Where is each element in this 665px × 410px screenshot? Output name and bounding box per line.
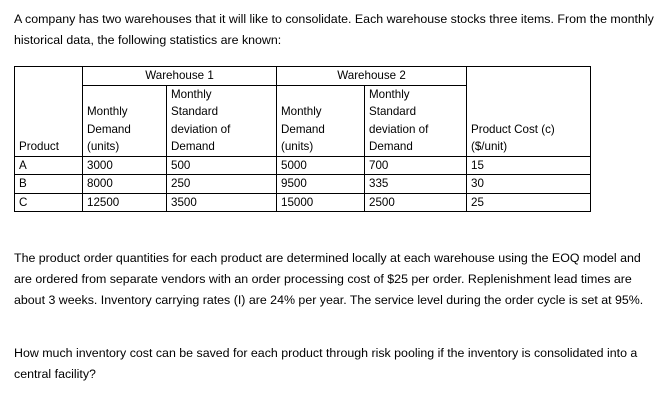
w1-demand-cell: 3000 — [83, 156, 167, 175]
w2-demand-cell: 5000 — [277, 156, 365, 175]
cost-cell: 25 — [467, 193, 591, 212]
product-cost-header: Product Cost (c) ($/unit) — [467, 67, 591, 157]
w2-std-dev-header: Monthly Standard deviation of Demand — [365, 85, 467, 156]
problem-description: The product order quantities for each product are determined locally at each warehouse using the EOQ model and are ordered from separate vendors with an order processing cost of $25 per order. Replenishment lead times are about 3 weeks. Inventory carrying rates (I) are 24% per year. The service level during the order cycle is set at 95%. — [14, 251, 644, 307]
product-cell: A — [15, 156, 83, 175]
w1-std-dev-cell: 500 — [167, 156, 277, 175]
table-row — [15, 156, 591, 175]
cost-cell: 15 — [467, 156, 591, 175]
table-row — [15, 193, 591, 212]
w1-demand-header: Monthly Demand (units) — [83, 85, 167, 156]
table-row — [15, 175, 591, 194]
statistics-table — [14, 66, 591, 212]
w1-demand-cell: 12500 — [83, 193, 167, 212]
w2-demand-cell: 15000 — [277, 193, 365, 212]
group-header-row — [15, 67, 591, 86]
w2-std-dev-cell: 335 — [365, 175, 467, 194]
w1-std-dev-cell: 250 — [167, 175, 277, 194]
w2-demand-header: Monthly Demand (units) — [277, 85, 365, 156]
cost-cell: 30 — [467, 175, 591, 194]
product-cell: B — [15, 175, 83, 194]
w2-std-dev-cell: 2500 — [365, 193, 467, 212]
intro-text: A company has two warehouses that it will like to consolidate. Each warehouse stocks three items. From the monthly historical data, the following statistics are known: — [14, 12, 654, 47]
w2-std-dev-cell: 700 — [365, 156, 467, 175]
question-text: How much inventory cost can be saved for each product through risk pooling if the inventory is consolidated into a central facility? — [14, 346, 638, 381]
w2-demand-cell: 9500 — [277, 175, 365, 194]
warehouse-1-header: Warehouse 1 — [83, 67, 277, 86]
w1-std-dev-cell: 3500 — [167, 193, 277, 212]
product-cell: C — [15, 193, 83, 212]
w1-std-dev-header: Monthly Standard deviation of Demand — [167, 85, 277, 156]
warehouse-2-header: Warehouse 2 — [277, 67, 467, 86]
w1-demand-cell: 8000 — [83, 175, 167, 194]
product-header: Product — [15, 67, 83, 157]
